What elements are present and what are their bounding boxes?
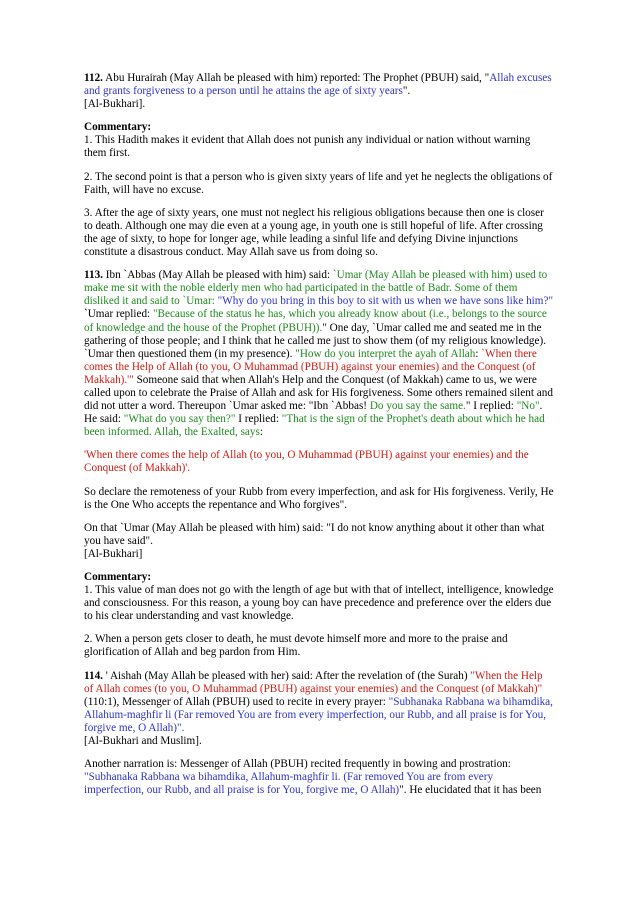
hadith-112 xyxy=(84,72,554,111)
narration-text: I replied: xyxy=(235,413,282,426)
quote-blue: "Why do you bring in this boy to sit with us when we have sons like him?" xyxy=(217,295,554,308)
quran-verse-quote: 'When there comes the help of Allah (to you, O Muhammad (PBUH) against your enemies) and the Conquest (of Makkah)'. xyxy=(84,449,529,475)
hadith-113 xyxy=(84,269,554,439)
narration-text: On that `Umar (May Allah be pleased with him) said: "I do not know anything about it other than what you have said". xyxy=(84,521,545,547)
narration-text: " One day, `Umar called me and seated me in the gathering of those people; and I think that he called me just to show them (of my religious knowledge). `Umar then questioned them (in my presence). xyxy=(84,321,546,360)
narration-text: ". He elucidated that it has been xyxy=(399,784,542,797)
quran-quote: `When there comes the Help of Allah (to you, O Muhammad (PBUH) against your enemies) and the Conquest (of Makkah).'" xyxy=(84,347,537,386)
prayer-quote: "Subhanaka Rabbana wa bihamdika, Allahum-maghfir li. (Far removed You are from every imperfection, our Rubb, and all praise is for You, forgive me, O Allah) xyxy=(84,771,494,797)
another-narration xyxy=(84,758,554,797)
commentary-113-point-1 xyxy=(84,571,554,623)
hadith-reference: [Al-Bukhari] xyxy=(84,547,143,560)
narration-text: : xyxy=(259,426,263,439)
quote-green: "How do you interpret the ayah of Allah xyxy=(295,347,476,360)
quote-green: "That is the sign of the Prophet's death about which he had been informed. Allah, the Exalted, says xyxy=(84,413,545,439)
narration-text: ". xyxy=(402,85,411,98)
commentary-112-point-1 xyxy=(84,121,554,160)
narration-text: (110:1), Messenger of Allah (PBUH) used to recite in every prayer: xyxy=(84,695,389,708)
narration-text: : xyxy=(475,347,482,360)
commentary-text: 1. This Hadith makes it evident that Allah does not punish any individual or nation without warning them first. xyxy=(84,134,531,160)
narration-text-green: `Umar (May Allah be pleased with him) used to make me sit with the noble elderly men who had participated in the battle of Badr. Some of them disliked it and said to `Umar: xyxy=(84,269,548,308)
hadith-number: 112. xyxy=(84,72,103,84)
prophet-quote: Allah excuses and grants forgiveness to a person until he attains the age of sixty years xyxy=(84,72,552,98)
commentary-112-point-2: 2. The second point is that a person who is given sixty years of life and yet he neglects the obligations of Faith, will have no excuse. xyxy=(84,170,553,196)
narration-text: `Umar replied: xyxy=(84,308,153,321)
commentary-113-point-2: 2. When a person gets closer to death, he must devote himself more and more to the praise and glorification of Allah and beg pardon from Him. xyxy=(84,633,508,659)
hadith-number: 114. xyxy=(84,669,103,682)
commentary-heading: Commentary: xyxy=(84,121,152,134)
commentary-text: 1. This value of man does not go with the length of age but with that of intellect, intelligence, knowledge and consciousness. For this reason, a young boy can have precedence and preference over the elders due to his clear understanding and vast knowledge. xyxy=(84,584,554,623)
quote-green: "Because of the status he has, which you already know about (i.e., belongs to the source of knowledge and the house of the Prophet (PBUH)). xyxy=(84,308,547,334)
quote-green: "No" xyxy=(516,400,540,413)
quran-quote: "When the Help of Allah comes (to you, O Muhammad (PBUH) against your enemies) and the Conquest (of Makkah)" xyxy=(84,669,543,695)
narration-text: " I replied: xyxy=(465,400,517,413)
narration-text: Someone said that when Allah's Help and the Conquest (of Makkah) came to us, we were called upon to celebrate the Praise of Allah and ask for His forgiveness. Some others remained silent and did not utter a word. Thereupon `Umar asked me: "Ibn `Abbas! xyxy=(84,373,553,413)
hadith-reference: [Al-Bukhari and Muslim]. xyxy=(84,735,202,748)
narration-text: ' Aishah (May Allah be pleased with her) said: After the revelation of (the Surah) xyxy=(102,669,471,682)
hadith-114 xyxy=(84,670,554,749)
commentary-heading: Commentary: xyxy=(84,571,152,583)
narration-text: Another narration is: Messenger of Allah (PBUH) recited frequently in bowing and prostration: xyxy=(84,758,511,771)
quote-green: Do you say the same. xyxy=(369,400,466,413)
hadith-reference: [Al-Bukhari]. xyxy=(84,98,146,111)
quote-green: "What do you say then?" xyxy=(123,413,236,426)
hadith-number: 113. xyxy=(84,269,103,282)
umar-reply xyxy=(84,522,554,561)
narration-text: Abu Hurairah (May Allah be pleased with him) reported: The Prophet (PBUH) said, " xyxy=(102,72,490,84)
narration-text: . He said: xyxy=(84,400,543,426)
commentary-112-point-3: 3. After the age of sixty years, one must not neglect his religious obligations because then one is closer to death. Although one may die even at a young age, in youth one is still hopeful of life. After crossing the age of sixty, to hope for longer age, while leading a sinful life and defying Divine injunctions constitute a disastrous conduct. May Allah save us from doing so. xyxy=(84,206,544,259)
declare-paragraph: So declare the remoteness of your Rubb from every imperfection, and ask for His forgiveness. Verily, He is the One Who accepts the repentance and Who forgives". xyxy=(84,485,554,511)
prayer-quote: "Subhanaka Rabbana wa bihamdika, Allahum-maghfir li (Far removed You are from every imperfection, our Rubb, and all praise is for You, forgive me, O Allah)". xyxy=(84,695,553,734)
narration-text: Ibn `Abbas (May Allah be pleased with him) said: xyxy=(102,269,333,282)
